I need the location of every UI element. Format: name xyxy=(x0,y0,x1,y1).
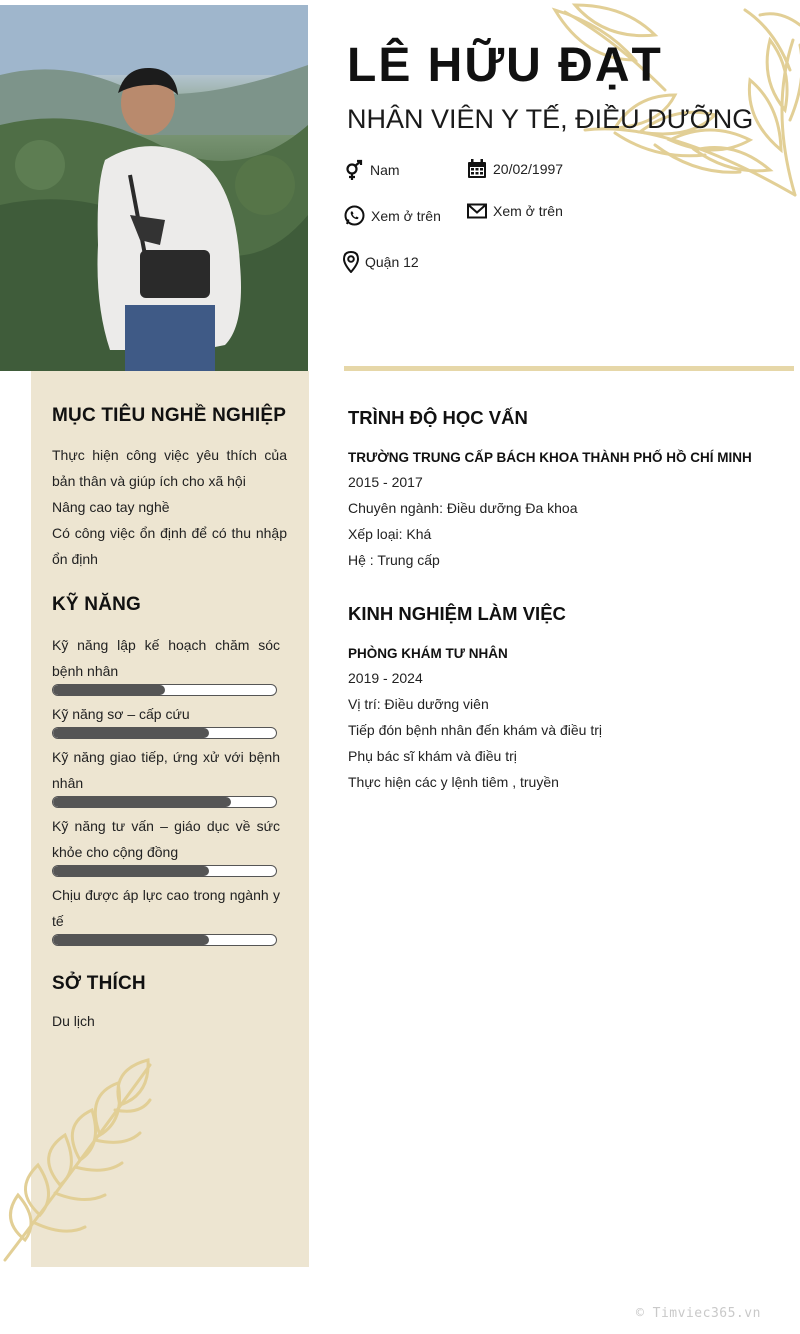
address-info xyxy=(343,251,419,273)
skill-name: Kỹ năng giao tiếp, ứng xử với bệnh nhân xyxy=(52,749,280,791)
copyright-watermark: © Timviec365.vn xyxy=(636,1306,761,1321)
experience-duty: Tiếp đón bệnh nhân đến khám và điều trị xyxy=(348,722,602,738)
calendar-icon xyxy=(467,159,487,179)
education-major: Chuyên ngành: Điều dưỡng Đa khoa xyxy=(348,500,578,516)
skill-name: Kỹ năng lập kế hoạch chăm sóc bệnh nhân xyxy=(52,637,280,679)
leaf-decoration-bottom xyxy=(0,1055,160,1270)
header-divider xyxy=(344,366,794,371)
experience-title: KINH NGHIỆM LÀM VIỆC xyxy=(348,603,566,624)
birthday-info xyxy=(467,159,563,179)
experience-company: PHÒNG KHÁM TƯ NHÂN xyxy=(348,646,508,661)
education-system: Hệ : Trung cấp xyxy=(348,552,440,568)
address-value: Quận 12 xyxy=(365,254,419,270)
education-period: 2015 - 2017 xyxy=(348,474,423,490)
hobbies-title: SỞ THÍCH xyxy=(52,973,146,994)
objective-line: Có công việc ổn định để có thu nhập ổn định xyxy=(52,525,287,567)
gender-info xyxy=(344,159,400,181)
candidate-name: LÊ HỮU ĐẠT xyxy=(347,39,663,92)
gender-icon xyxy=(344,159,364,181)
email-info xyxy=(467,203,563,219)
skill-bar-fill xyxy=(53,866,209,876)
experience-period: 2019 - 2024 xyxy=(348,670,423,686)
skill-bar xyxy=(52,796,277,808)
profile-photo xyxy=(0,5,308,371)
leaf-decoration-top xyxy=(545,0,800,200)
skill-bar xyxy=(52,934,277,946)
objective-title: MỤC TIÊU NGHỀ NGHIỆP xyxy=(52,405,287,426)
gender-value: Nam xyxy=(370,162,400,178)
skill-item xyxy=(52,744,280,808)
location-pin-icon xyxy=(343,251,359,273)
objective-line: Thực hiện công việc yêu thích của bản thân và giúp ích cho xã hội xyxy=(52,447,287,489)
skill-item xyxy=(52,701,280,739)
phone-value: Xem ở trên xyxy=(371,207,441,224)
skill-bar-fill xyxy=(53,797,231,807)
email-value: Xem ở trên xyxy=(493,203,563,219)
whatsapp-phone-icon xyxy=(344,205,365,226)
phone-info xyxy=(344,205,441,226)
education-school: TRƯỜNG TRUNG CẤP BÁCH KHOA THÀNH PHỐ HỒ CHÍ MINH xyxy=(348,450,752,465)
skill-bar-fill xyxy=(53,935,209,945)
skill-bar xyxy=(52,684,277,696)
job-title: NHÂN VIÊN Y TẾ, ĐIỀU DƯỠNG xyxy=(347,104,754,134)
skill-name: Kỹ năng tư vấn – giáo dục về sức khỏe cho cộng đồng xyxy=(52,818,280,860)
birthday-value: 20/02/1997 xyxy=(493,161,564,177)
skill-bar-fill xyxy=(53,685,165,695)
objective-line: Nâng cao tay nghề xyxy=(52,499,170,515)
hobbies-text: Du lịch xyxy=(52,1013,95,1029)
skills-title: KỸ NĂNG xyxy=(52,594,142,615)
skill-item xyxy=(52,813,280,877)
skill-item xyxy=(52,882,280,946)
education-title: TRÌNH ĐỘ HỌC VẤN xyxy=(348,407,528,428)
education-rank: Xếp loại: Khá xyxy=(348,526,432,542)
skill-bar-fill xyxy=(53,728,209,738)
skill-item xyxy=(52,632,280,696)
objective-list xyxy=(52,442,287,572)
experience-position: Vị trí: Điều dưỡng viên xyxy=(348,696,489,712)
skill-bar xyxy=(52,865,277,877)
skill-name: Kỹ năng sơ – cấp cứu xyxy=(52,706,190,722)
email-icon xyxy=(467,203,487,219)
skill-bar xyxy=(52,727,277,739)
skills-list xyxy=(52,632,280,951)
experience-duty: Phụ bác sĩ khám và điều trị xyxy=(348,748,517,764)
skill-name: Chịu được áp lực cao trong ngành y tế xyxy=(52,887,280,929)
experience-duty: Thực hiện các y lệnh tiêm , truyền xyxy=(348,774,559,790)
